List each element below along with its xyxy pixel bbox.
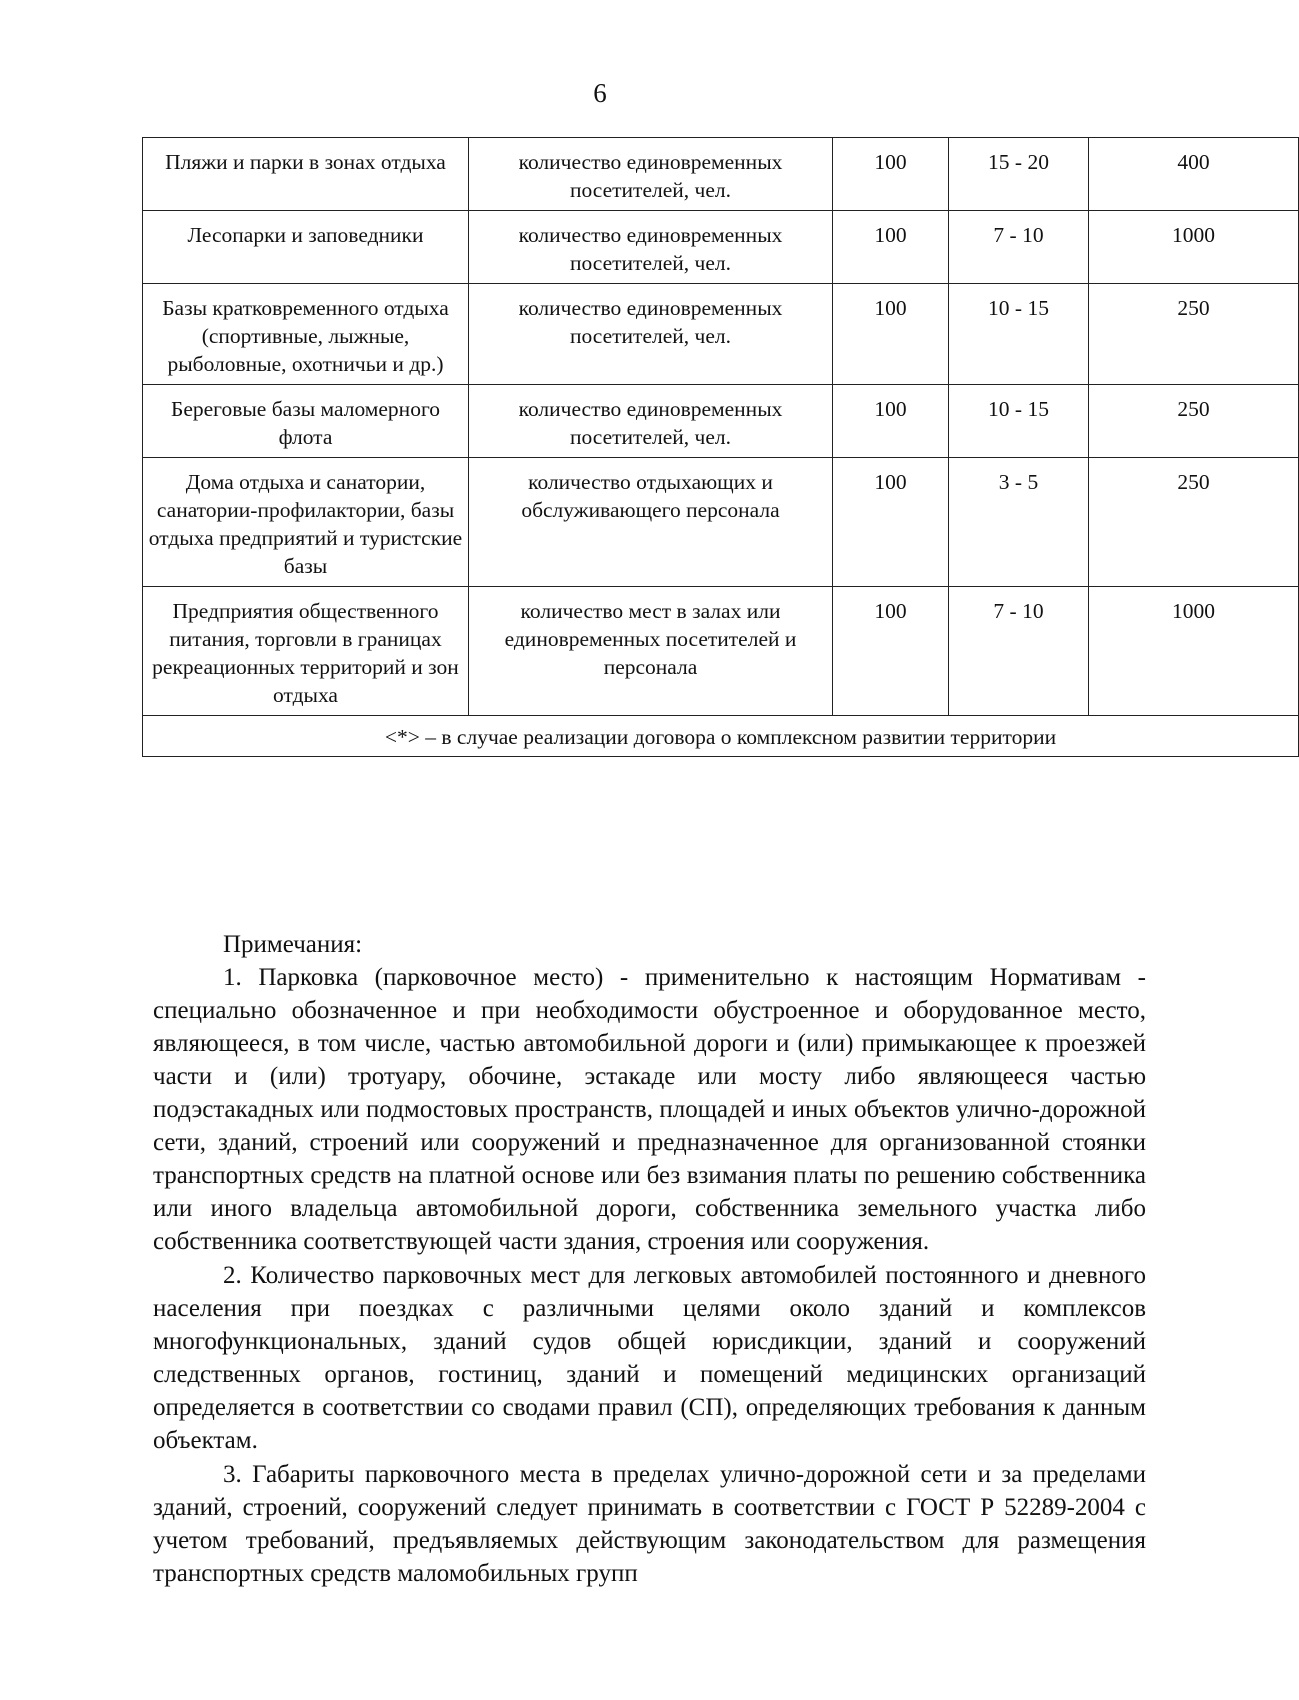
spaces-cell: 3 - 5: [949, 458, 1089, 587]
walk-distance-cell: 400: [1089, 138, 1299, 211]
per-cell: 100: [833, 284, 949, 385]
object-cell: Предприятия общественного питания, торговли в границах рекреационных территорий и зон отдыха: [143, 587, 469, 716]
parking-norms-table: [142, 137, 1299, 757]
table-row: [143, 284, 1299, 385]
page-number: 6: [593, 78, 607, 108]
spaces-cell: 10 - 15: [949, 385, 1089, 458]
table-row: [143, 458, 1299, 587]
object-cell: Береговые базы маломерного флота: [143, 385, 469, 458]
per-cell: 100: [833, 587, 949, 716]
note-paragraph: 3. Габариты парковочного места в пределах улично-дорожной сети и за пределами зданий, строений, сооружений следует принимать в соответствии с ГОСТ Р 52289-2004 с учетом требований, предъявляемых действующим законодательством для размещения транспортных средств маломобильных групп: [153, 1461, 1146, 1587]
per-cell: 100: [833, 458, 949, 587]
walk-distance-cell: 250: [1089, 385, 1299, 458]
unit-cell: количество единовременных посетителей, чел.: [469, 211, 833, 284]
walk-distance-cell: 250: [1089, 284, 1299, 385]
unit-cell: количество единовременных посетителей, чел.: [469, 385, 833, 458]
object-cell: Дома отдыха и санатории, санатории-профилактории, базы отдыха предприятий и туристские базы: [143, 458, 469, 587]
spaces-cell: 10 - 15: [949, 284, 1089, 385]
table-row: [143, 587, 1299, 716]
unit-cell: количество единовременных посетителей, чел.: [469, 284, 833, 385]
table-footnote-row: [143, 716, 1299, 757]
walk-distance-cell: 250: [1089, 458, 1299, 587]
table-row: [143, 385, 1299, 458]
per-cell: 100: [833, 211, 949, 284]
spaces-cell: 7 - 10: [949, 587, 1089, 716]
walk-distance-cell: 1000: [1089, 587, 1299, 716]
table-row: [143, 211, 1299, 284]
object-cell: Базы кратковременного отдыха (спортивные, лыжные, рыболовные, охотничьи и др.): [143, 284, 469, 385]
note-paragraph: 1. Парковка (парковочное место) - применительно к настоящим Нормативам - специально обозначенное и при необходимости обустроенное и оборудованное место, являющееся, в том числе, частью автомобильной дороги и (или) примыкающее к проезжей части и (или) тротуару, обочине, эстакаде или мосту либо являющееся частью подэстакадных или подмостовых пространств, площадей и иных объектов улично-дорожной сети, зданий, строений или сооружений и предназначенное для организованной стоянки транспортных средств на платной основе или без взимания платы по решению собственника или иного владельца автомобильной дороги, собственника земельного участка либо собственника соответствующей части здания, строения или сооружения.: [153, 964, 1146, 1255]
object-cell: Лесопарки и заповедники: [143, 211, 469, 284]
per-cell: 100: [833, 138, 949, 211]
notes-section: [153, 928, 1146, 1590]
unit-cell: количество единовременных посетителей, чел.: [469, 138, 833, 211]
walk-distance-cell: 1000: [1089, 211, 1299, 284]
unit-cell: количество отдыхающих и обслуживающего персонала: [469, 458, 833, 587]
table-row: [143, 138, 1299, 211]
spaces-cell: 15 - 20: [949, 138, 1089, 211]
note-paragraph: 2. Количество парковочных мест для легковых автомобилей постоянного и дневного населения при поездках с различными целями около зданий и комплексов многофункциональных, зданий судов общей юрисдикции, зданий и сооружений следственных органов, гостиниц, зданий и помещений медицинских организаций определяется в соответствии со сводами правил (СП), определяющих требования к данным объектам.: [153, 1262, 1146, 1454]
spaces-cell: 7 - 10: [949, 211, 1089, 284]
unit-cell: количество мест в залах или единовременных посетителей и персонала: [469, 587, 833, 716]
per-cell: 100: [833, 385, 949, 458]
object-cell: Пляжи и парки в зонах отдыха: [143, 138, 469, 211]
notes-heading: Примечания:: [223, 931, 363, 958]
table-footnote: <*> – в случае реализации договора о комплексном развитии территории: [143, 716, 1299, 757]
